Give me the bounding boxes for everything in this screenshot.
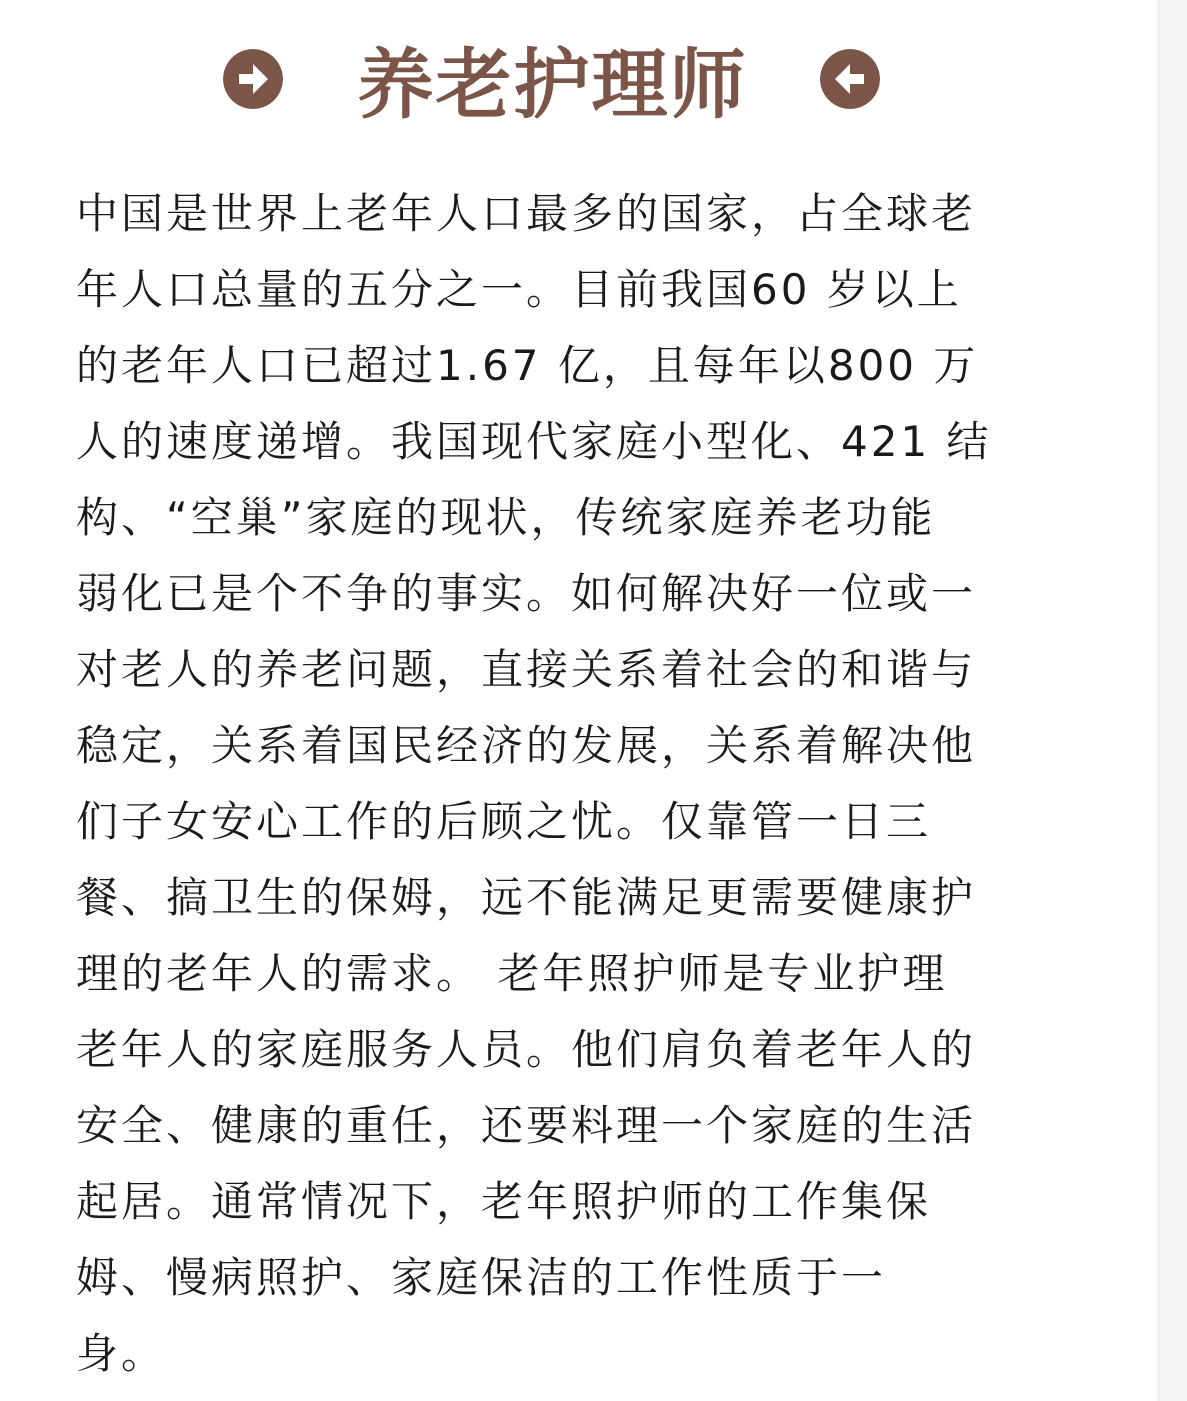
body-line: 年人口总量的五分之一。目前我国60 岁以上 [76, 265, 962, 314]
body-line: 安全、健康的重任，还要料理一个家庭的生活 [76, 1101, 977, 1150]
body-line: 姆、慢病照护、家庭保洁的工作性质于一 [76, 1253, 887, 1302]
body-line: 的老年人口已超过1.67 亿，且每年以800 万 [76, 341, 979, 390]
body-line: 人的速度递增。我国现代家庭小型化、421 结 [76, 417, 992, 466]
body-line: 稳定，关系着国民经济的发展，关系着解决他 [76, 721, 977, 770]
right-edge-strip [1158, 0, 1187, 1401]
body-line: 弱化已是个不争的事实。如何解决好一位或一 [76, 569, 977, 618]
body-line: 们子女安心工作的后顾之忧。仅靠管一日三 [76, 797, 932, 846]
body-line: 餐、搞卫生的保姆，远不能满足更需要健康护 [76, 873, 977, 922]
body-line: 中国是世界上老年人口最多的国家，占全球老 [76, 189, 977, 238]
article-body [76, 176, 1066, 1392]
arrow-left-circle-icon [820, 49, 880, 109]
page-header [0, 18, 1159, 129]
body-line: 老年人的家庭服务人员。他们肩负着老年人的 [76, 1025, 977, 1074]
body-line: 理的老年人的需求。 老年照护师是专业护理 [76, 949, 948, 998]
arrow-right-circle-icon [223, 49, 283, 109]
body-line: 构、“空巢”家庭的现状，传统家庭养老功能 [76, 493, 936, 542]
body-line: 身。 [76, 1329, 167, 1378]
body-line: 对老人的养老问题，直接关系着社会的和谐与 [76, 645, 977, 694]
page-title: 养老护理师 [357, 40, 748, 129]
body-line: 起居。通常情况下，老年照护师的工作集保 [76, 1177, 932, 1226]
